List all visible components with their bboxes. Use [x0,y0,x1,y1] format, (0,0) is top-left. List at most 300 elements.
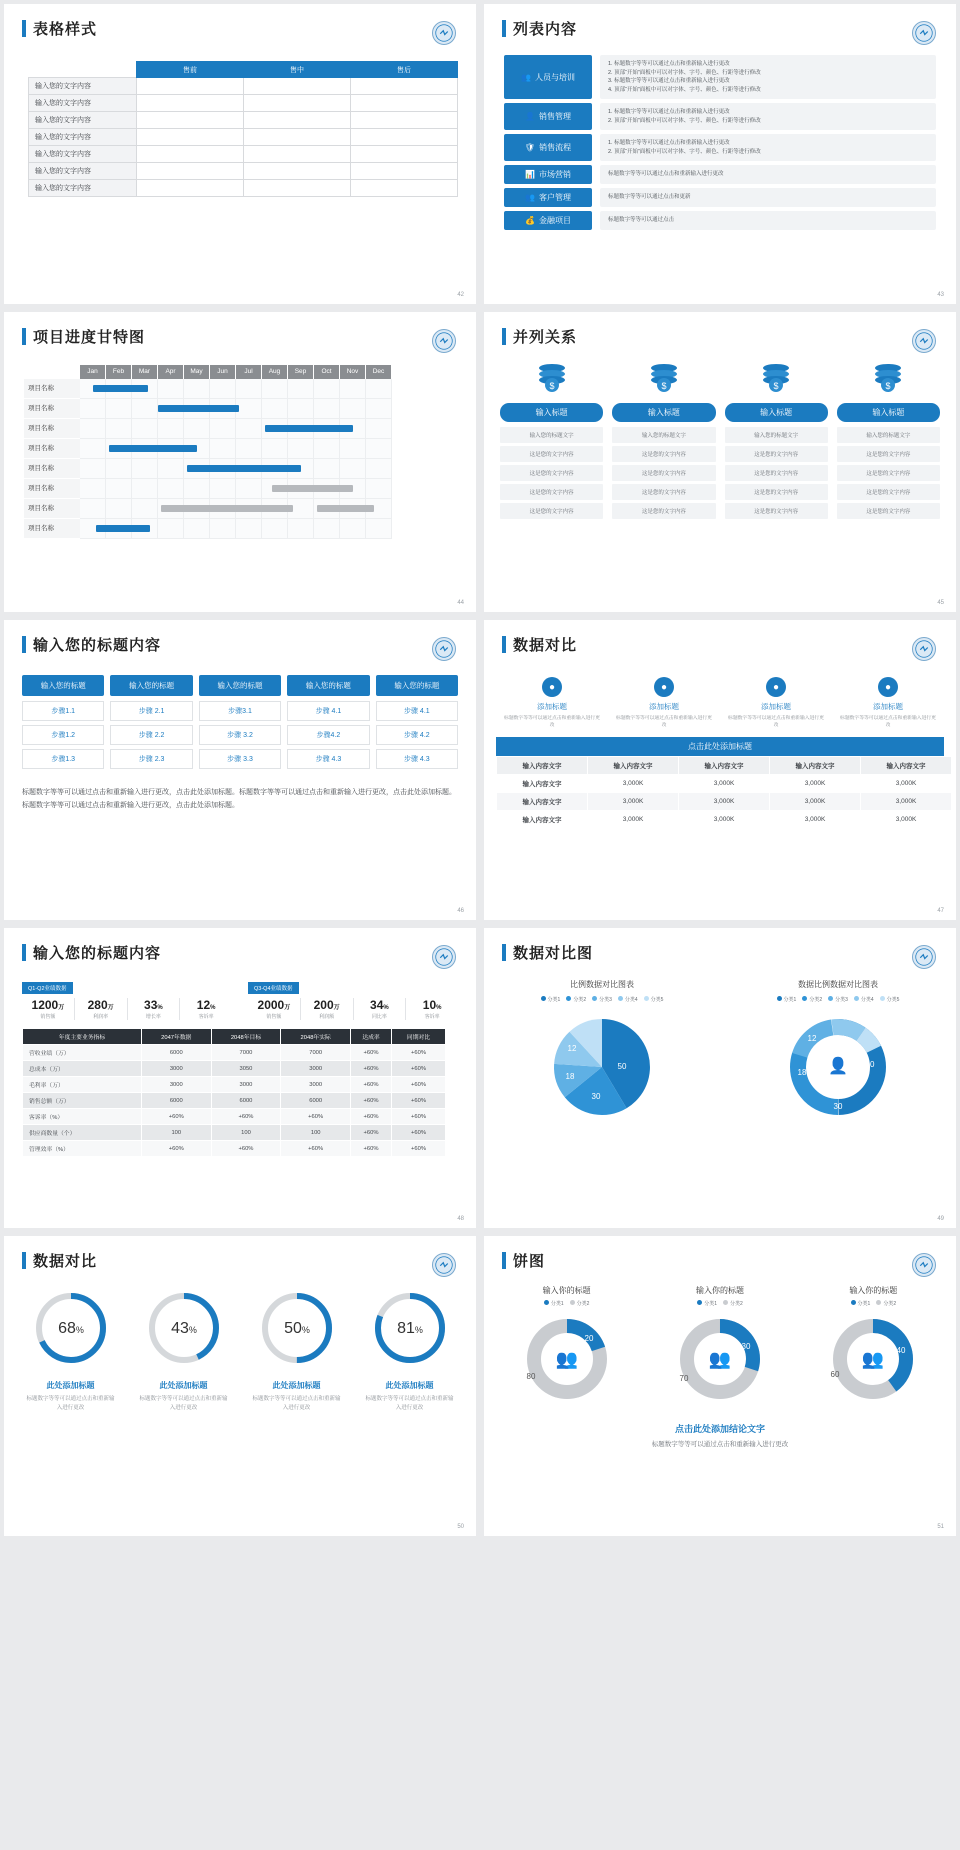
charts-row [484,979,956,1132]
steps-column [110,701,192,773]
table-cell: 3,000K [861,775,952,793]
kpi [22,998,75,1020]
table-cell [244,112,351,129]
parallel-cell: 输入您的标题文字 [500,427,603,443]
gantt-row-label: 项目名称 [24,479,80,499]
step-cell: 步骤 4.3 [376,749,458,769]
gantt-row [24,459,456,479]
progress-ring-item [14,1289,127,1413]
table-cell: +60% [351,1109,392,1125]
kpi-number: 34 [370,998,384,1012]
table-cell [137,95,244,112]
list-item[interactable] [504,134,936,161]
table-cell: +60% [141,1141,211,1157]
table-row [29,95,458,112]
parallel-cell: 这是您的文字内容 [837,446,940,462]
gantt-row [24,519,456,539]
steps-header[interactable]: 输入您的标题 [22,675,104,696]
list-item-label: 金融项目 [538,216,571,226]
info-icon: ● [542,677,562,697]
steps-header[interactable]: 输入您的标题 [199,675,281,696]
gantt-gridline [184,519,210,538]
kpi-group-tag: Q3-Q4业绩数据 [248,982,299,994]
slide-47 [484,620,956,920]
parallel-cell: 这是您的文字内容 [837,503,940,519]
parallel-cell: 这是您的文字内容 [725,465,828,481]
kpi-value [354,998,406,1012]
kpi-unit: % [157,1005,163,1011]
chart-legend [484,996,720,1003]
svg-text:20: 20 [584,1334,594,1343]
slide-48-header [4,928,476,963]
table-cell: +60% [141,1109,211,1125]
parallel-column [500,363,603,522]
parallel-title[interactable]: 输入标题 [612,403,715,422]
steps-header-row [22,675,458,696]
table-header-row [497,757,952,775]
table-cell: +60% [351,1093,392,1109]
kpi-group-q1q2 [22,977,232,1020]
logo-icon [432,1253,456,1277]
chart-legend [643,1300,796,1307]
kpi-label: 客诉率 [198,1014,214,1020]
slide-42-header [4,4,476,39]
table-cell [244,180,351,197]
gantt-month: Jan [80,365,106,379]
chart-title: 数据比例数据对比图表 [798,980,878,989]
parallel-cell: 这是您的文字内容 [725,503,828,519]
parallel-cell: 这是您的文字内容 [612,446,715,462]
table-cell-label: 输入您的文字内容 [29,180,137,197]
list-item-body [600,165,936,184]
gantt-row-track [80,519,392,539]
slide-50 [4,1236,476,1536]
table-header: 同期对比 [392,1029,446,1045]
gantt-bar[interactable] [93,385,148,392]
gantt-gridline [366,459,392,478]
table-cell: 供应商数量（个） [23,1125,142,1141]
page-title: 输入您的标题内容 [33,637,162,654]
gantt-gridline [366,419,392,438]
steps-header[interactable]: 输入您的标题 [110,675,192,696]
chart-title: 输入你的标题 [542,1286,591,1295]
list-item-line: 标题数字等等可以通过点击 [608,217,675,224]
svg-text:50%: 50% [283,1320,310,1337]
list-item-line: 1. 标题数字等等可以通过点击和重新输入进行更改 [608,109,730,116]
slide-47-header [484,620,956,655]
parallel-column [725,363,828,522]
legend-entry: 分类4 [618,996,638,1003]
donut-chart-right [720,979,956,1132]
gantt-gridline [132,419,158,438]
list-item-body [600,188,936,207]
logo-icon [432,21,456,45]
table-cell [137,146,244,163]
table-header-insale: 售中 [244,62,351,78]
table-cell [351,95,458,112]
step-cell: 步骤 4.3 [287,749,369,769]
list-item-button-sales-process[interactable] [504,134,592,161]
info-card [608,677,720,729]
list-item[interactable] [504,211,936,230]
list-item-line: 3. 标题数字等等可以通过点击和重新输入进行更改 [608,78,730,85]
list-item[interactable] [504,55,936,99]
pie-chart-item [490,1285,643,1416]
table-cell-label: 输入您的文字内容 [29,95,137,112]
steps-column [376,701,458,773]
step-cell: 步骤 3.2 [199,725,281,745]
gantt-row-track [80,379,392,399]
page-number: 42 [457,292,464,298]
step-cell: 步骤1.1 [22,701,104,721]
table-cell: 6000 [141,1093,211,1109]
table-cell: +60% [392,1077,446,1093]
list-item-label: 客户管理 [538,193,571,203]
legend-entry: 分类5 [644,996,664,1003]
svg-text:$: $ [885,381,891,391]
gantt-month: Feb [106,365,132,379]
kpi-number: 2000 [257,998,285,1012]
parallel-cell: 这是您的文字内容 [500,446,603,462]
list-item-button-customers[interactable] [504,188,592,207]
info-card [496,677,608,729]
logo-icon [912,21,936,45]
kpi-value [22,998,74,1012]
table-cell-label: 输入您的文字内容 [29,129,137,146]
list-item-button-people-training[interactable] [504,55,592,99]
kpi-unit: % [436,1005,442,1011]
ring-svg [32,1289,110,1367]
page-title: 表格样式 [33,21,98,38]
kpi [75,998,128,1020]
legend-entry: 分类1 [544,1300,564,1307]
step-cell: 步骤 4.2 [376,725,458,745]
kpi [406,998,458,1020]
kpi-row [22,998,232,1020]
table-row [29,146,458,163]
list-item-label: 销售管理 [538,112,571,122]
gantt-row [24,379,456,399]
gantt-row-label: 项目名称 [24,459,80,479]
legend-entry: 分类2 [723,1300,743,1307]
table-cell [244,129,351,146]
page-title: 并列关系 [513,329,578,346]
parallel-cell: 这是您的文字内容 [725,484,828,500]
gantt-bar[interactable] [187,465,301,472]
svg-text:12: 12 [567,1044,577,1053]
step-cell: 步骤4.2 [287,725,369,745]
steps-matrix [22,675,458,773]
page-title: 数据对比 [513,637,578,654]
svg-text:18: 18 [565,1072,575,1081]
gantt-gridline [236,379,262,398]
ring-text: 标题数字等等可以通过点击和重新输入进行更改 [365,1396,454,1411]
title-accent-bar [502,944,506,961]
title-accent-bar [22,328,26,345]
table-cell: 3,000K [770,793,861,811]
table-header-row [29,62,458,78]
page-number: 46 [457,908,464,914]
card-title: 添加标题 [537,702,567,711]
kpi-number: 1200 [31,998,59,1012]
info-card [720,677,832,729]
steps-header[interactable]: 输入您的标题 [287,675,369,696]
kpi-number: 10 [422,998,437,1012]
table-row [23,1061,446,1077]
pie-chart-left [484,979,720,1132]
ring-text: 标题数字等等可以通过点击和重新输入进行更改 [139,1396,228,1411]
gantt-gridline [366,479,392,498]
logo-icon [432,329,456,353]
kpi-group-tag: Q1-Q2业绩数据 [22,982,73,994]
legend-entry: 分类2 [566,996,586,1003]
shield-icon: 🛡 [524,143,536,153]
kpi-label: 同比率 [371,1014,387,1020]
list-item-line: 1. 标题数字等等可以通过点击和重新输入进行更改 [608,140,730,147]
gantt-gridline [106,399,132,418]
parallel-title[interactable]: 输入标题 [725,403,828,422]
table-row [497,811,952,829]
table-header: 年度主要业务指标 [23,1029,142,1045]
table-cell [137,78,244,95]
gantt-gridline [340,519,366,538]
coins-icon [500,363,603,398]
donut-svg [507,1311,627,1411]
kpi-groups [22,977,458,1020]
gantt-gridline [106,499,132,518]
table-cell: 管理效率（%） [23,1141,142,1157]
table-cell [351,163,458,180]
gantt-gridline [158,459,184,478]
gantt-gridline [262,399,288,418]
gantt-gridline [184,479,210,498]
gantt-gridline [158,519,184,538]
table-row [497,793,952,811]
finance-icon: 💰 [525,216,535,226]
parallel-column [837,363,940,522]
sample-table [28,61,458,197]
clock-icon: ● [654,677,674,697]
svg-text:81%: 81% [396,1320,423,1337]
list-item[interactable] [504,188,936,207]
svg-text:80: 80 [526,1372,536,1381]
gantt-bar[interactable] [265,425,353,432]
kpi-value [75,998,127,1012]
list-item-button-marketing[interactable] [504,165,592,184]
gantt-gridline [262,379,288,398]
list-item-line: 2. 顶部“开始”面板中可以对字体、字号、颜色、行距等进行修改 [608,117,761,124]
progress-ring-item [240,1289,353,1413]
legend-entry: 分类1 [697,1300,717,1307]
parallel-cell: 输入您的标题文字 [837,427,940,443]
page-title: 数据对比图 [513,945,594,962]
card-text: 标题数字等等可以通过点击和重新输入进行更改 [504,716,600,729]
gantt-row-label: 项目名称 [24,419,80,439]
steps-header[interactable]: 输入您的标题 [376,675,458,696]
pie-chart-item [797,1285,950,1416]
chart-legend [490,1300,643,1307]
gantt-gridline [262,519,288,538]
parallel-column [612,363,715,522]
parallel-title[interactable]: 输入标题 [500,403,603,422]
gantt-gridline [262,439,288,458]
gantt-gridline [80,439,106,458]
people-training-icon: 👥 [521,72,531,82]
gantt-gridline [210,419,236,438]
kpi-number: 280 [87,998,108,1012]
slide-50-header [4,1236,476,1271]
table-cell: 3,000K [679,811,770,829]
table-cell: 3,000K [588,811,679,829]
svg-text:12: 12 [807,1034,817,1043]
kpi [248,998,301,1020]
page-number: 44 [457,600,464,606]
gantt-row-track [80,419,392,439]
parallel-cell: 这是您的文字内容 [612,465,715,481]
table-header: 2047年数据 [141,1029,211,1045]
table-cell: 输入内容文字 [497,793,588,811]
page-title: 项目进度甘特图 [33,329,146,346]
gantt-bar[interactable] [272,485,353,492]
list-item-button-finance[interactable] [504,211,592,230]
table-cell: 100 [211,1125,281,1141]
parallel-cell: 这是您的文字内容 [612,484,715,500]
gantt-bar[interactable] [158,405,239,412]
table-cell: 3,000K [861,793,952,811]
gantt-month: Jun [210,365,236,379]
kpi-label: 销售额 [266,1014,282,1020]
table-cell: 营收业绩（万） [23,1045,142,1061]
table-cell: 3,000K [588,775,679,793]
list-item-button-sales-manage[interactable] [504,103,592,130]
slide-44-header [4,312,476,347]
gantt-bar[interactable] [109,445,197,452]
table-cell: +60% [392,1141,446,1157]
chart-legend [720,996,956,1003]
gantt-month: Mar [132,365,158,379]
gantt-row-label: 项目名称 [24,379,80,399]
list-item-body [600,211,936,230]
legend-entry: 分类3 [828,996,848,1003]
gantt-gridline [158,419,184,438]
logo-icon [912,329,936,353]
legend-entry: 分类5 [880,996,900,1003]
svg-text:$: $ [549,381,555,391]
kpi-unit: 万 [107,1005,114,1011]
card-title: 添加标题 [873,702,903,711]
kpi-number: 33 [144,998,158,1012]
kpi-label: 增长率 [145,1014,161,1020]
kpi-unit: % [383,1005,389,1011]
svg-text:70: 70 [679,1374,689,1383]
kpi-value [248,998,300,1012]
gantt-row-track [80,439,392,459]
svg-text:👥: 👥 [862,1349,885,1369]
gantt-gridline [210,379,236,398]
gantt-bar[interactable] [161,505,294,512]
table-header-presale: 售前 [137,62,244,78]
page-number: 48 [457,1216,464,1222]
list-item-label: 销售流程 [539,143,572,153]
gantt-row-track [80,399,392,419]
gantt-bar[interactable] [96,525,151,532]
slide-49-header [484,928,956,963]
table-cell [137,180,244,197]
parallel-title[interactable]: 输入标题 [837,403,940,422]
chart-legend [797,1300,950,1307]
card-text: 标题数字等等可以通过点击和重新输入进行更改 [616,716,712,729]
kpi-value [180,998,232,1012]
gantt-row-label: 项目名称 [24,519,80,539]
table-cell: +60% [281,1109,351,1125]
slide-45 [484,312,956,612]
svg-text:40: 40 [896,1346,906,1355]
table-cell: 3,000K [679,775,770,793]
kpi-label: 利润额 [319,1014,335,1020]
slide-46-header [4,620,476,655]
step-cell: 步骤 2.1 [110,701,192,721]
coins-icon [612,363,715,398]
kpi-group-q3q4 [248,977,458,1020]
gantt-gridline [80,479,106,498]
list-item[interactable] [504,165,936,184]
pie-icon: ● [766,677,786,697]
title-accent-bar [22,636,26,653]
list-item-label: 人员与培训 [534,72,575,82]
gantt-bar[interactable] [317,505,374,512]
page-number: 45 [937,600,944,606]
step-cell: 步骤 3.3 [199,749,281,769]
parallel-cell: 这是您的文字内容 [725,446,828,462]
svg-text:👥: 👥 [708,1349,732,1369]
table-cell: 7000 [281,1045,351,1061]
table-cell [351,129,458,146]
step-cell: 步骤3.1 [199,701,281,721]
kpi-row [248,998,458,1020]
section-banner: 点击此处添加标题 [496,737,944,756]
table-cell-label: 输入您的文字内容 [29,146,137,163]
kpi [180,998,232,1020]
table-cell: 3050 [211,1061,281,1077]
list-item-line: 4. 顶部“开始”面板中可以对字体、字号、颜色、行距等进行修改 [608,86,761,93]
step-cell: 步骤 2.3 [110,749,192,769]
table-header: 输入内容文字 [770,757,861,775]
pie-svg [517,1007,687,1127]
table-cell: 输入内容文字 [497,775,588,793]
gantt-row [24,399,456,419]
gantt-gridline [158,379,184,398]
page-number: 43 [937,292,944,298]
globe-icon: ● [878,677,898,697]
gantt-gridline [236,399,262,418]
parallel-columns [500,363,940,522]
kpi-unit: 万 [284,1005,291,1011]
page-number: 51 [937,1524,944,1530]
table-cell: +60% [351,1061,392,1077]
svg-text:👥: 👥 [555,1349,578,1369]
list-item[interactable] [504,103,936,130]
table-row [29,78,458,95]
body-paragraph: 标题数字等等可以通过点击和重新输入进行更改，点击此处添加标题。标题数字等等可以通过点击和重新输入进行更改，点击此处添加标题。标题数字等等可以通过点击和重新输入进行更改，点击此处添加标题。 [22,789,456,809]
step-cell: 步骤1.3 [22,749,104,769]
gantt-row-label: 项目名称 [24,399,80,419]
table-cell: 3,000K [861,811,952,829]
list-item-line: 2. 顶部“开始”面板中可以对字体、字号、颜色、行距等进行修改 [608,69,761,76]
kpi-label: 销售额 [40,1014,56,1020]
slide-42 [4,4,476,304]
chart-title: 输入你的标题 [849,1286,898,1295]
gantt-row [24,479,456,499]
